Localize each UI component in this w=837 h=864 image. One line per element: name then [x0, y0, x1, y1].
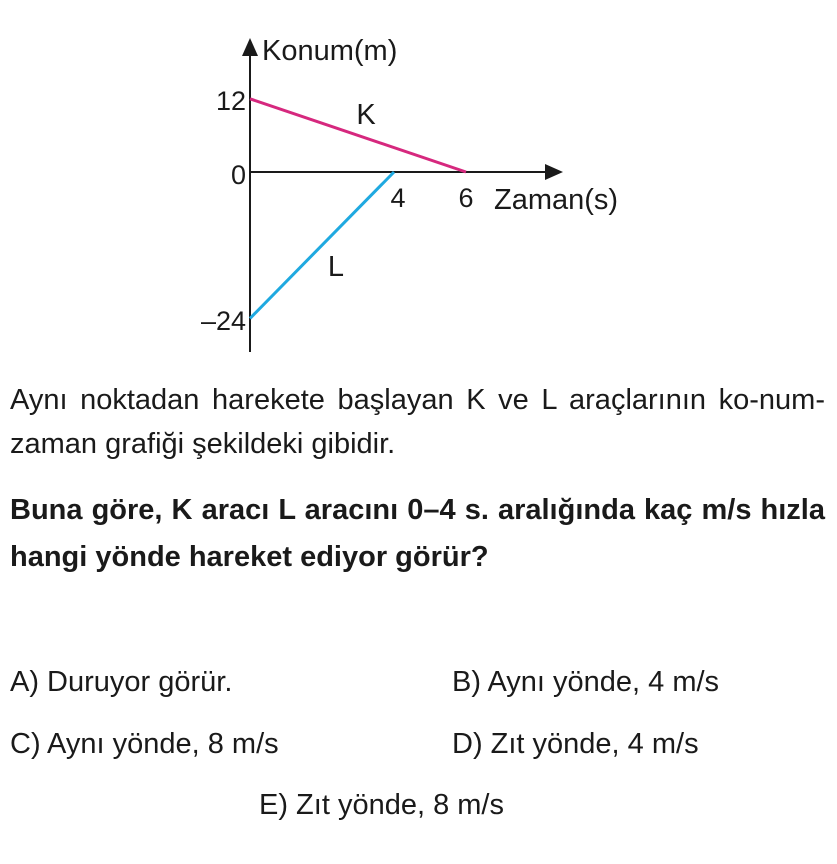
y-tick-label-0: 0	[230, 160, 246, 190]
choice-a[interactable]: A) Duruyor görür.	[10, 666, 233, 698]
series-k-label: K	[356, 99, 376, 131]
choice-e[interactable]: E) Zıt yönde, 8 m/s	[259, 789, 504, 821]
y-tick-label-neg24: –24	[200, 306, 246, 336]
series-l-label: L	[327, 251, 345, 283]
choice-c[interactable]: C) Aynı yönde, 8 m/s	[10, 728, 279, 760]
y-tick-label-12: 12	[215, 86, 246, 116]
y-axis-title: Konum(m)	[262, 35, 398, 67]
choice-b[interactable]: B) Aynı yönde, 4 m/s	[452, 666, 720, 698]
x-tick-label-6: 6	[458, 183, 474, 213]
x-axis-title: Zaman(s)	[494, 184, 619, 216]
series-l-line	[250, 172, 394, 318]
y-axis-arrow-icon	[242, 38, 258, 56]
choice-d[interactable]: D) Zıt yönde, 4 m/s	[452, 728, 699, 760]
question-text: Aynı noktadan harekete başlayan K ve L araçlarının ko-num-zaman grafiği şekildeki gibidir.	[10, 384, 825, 460]
position-time-chart	[0, 0, 837, 370]
x-axis-arrow-icon	[545, 164, 563, 180]
question-prompt: Buna göre, K aracı L aracını 0–4 s. aralığında kaç m/s hızla hangi yönde hareket ediyor görür?	[10, 494, 825, 573]
x-tick-label-4: 4	[390, 183, 406, 213]
